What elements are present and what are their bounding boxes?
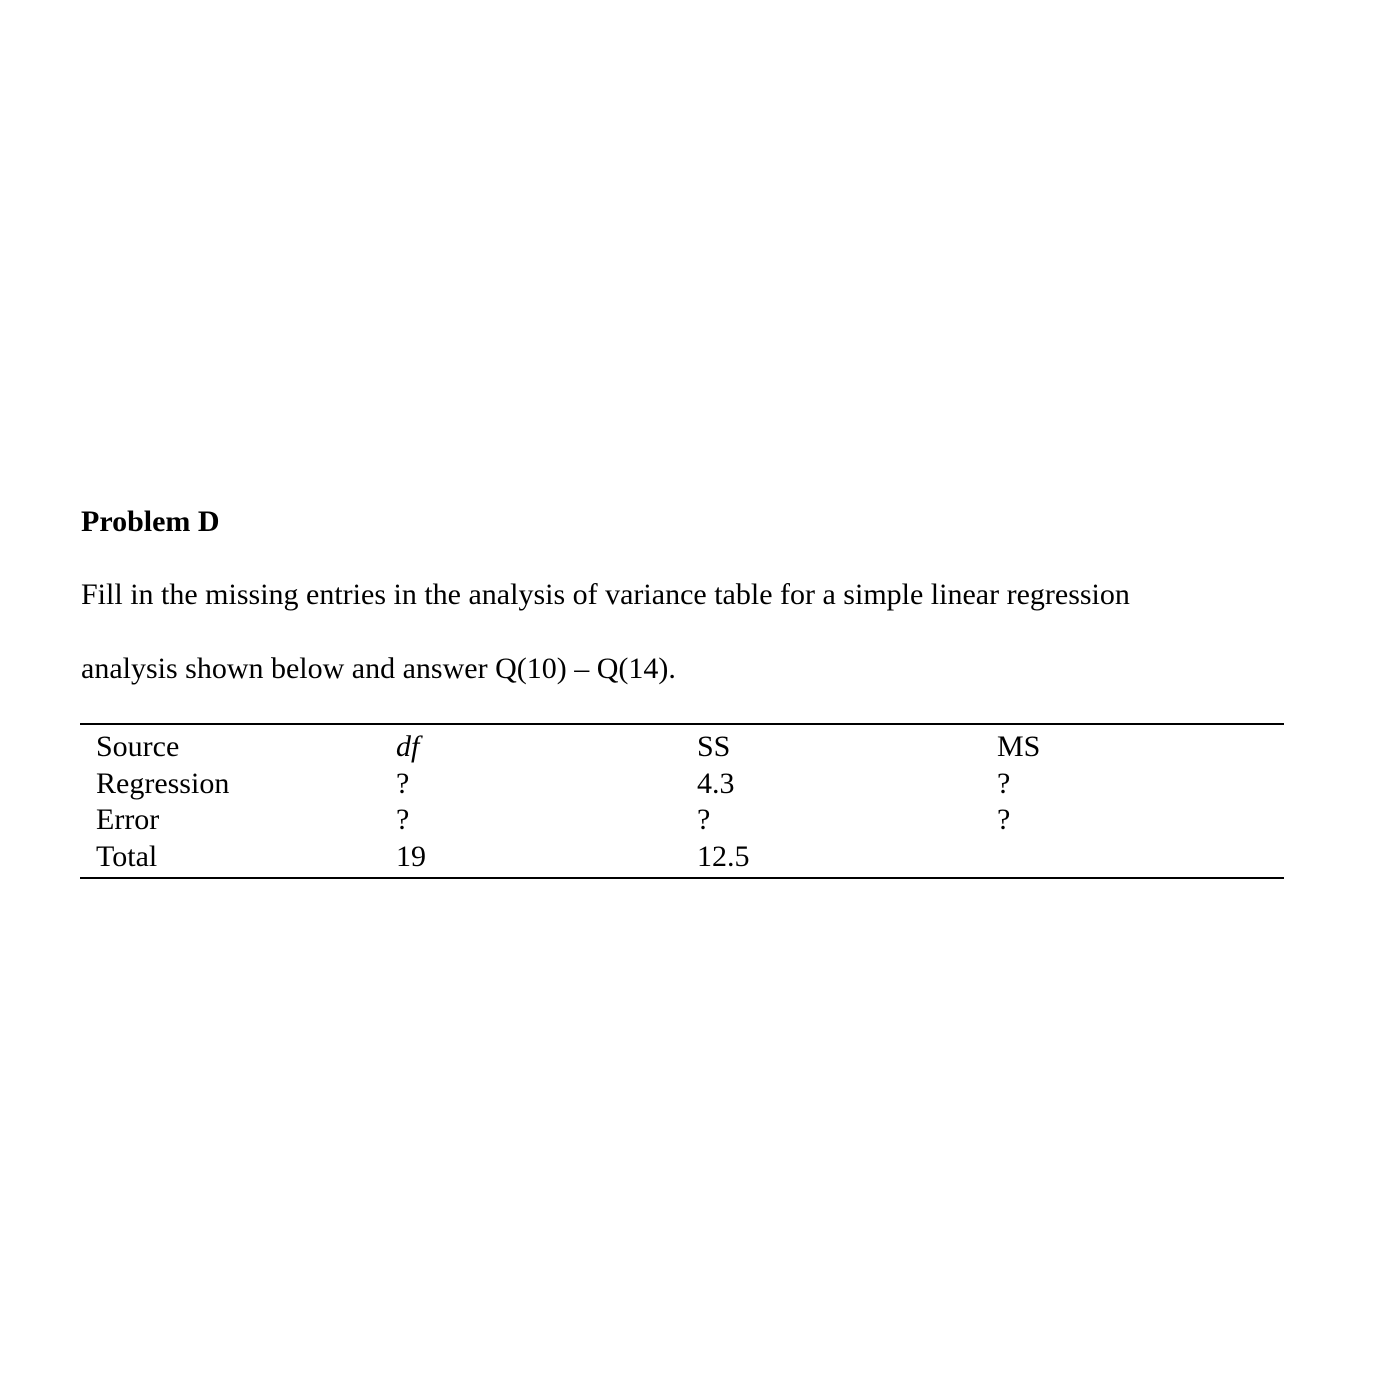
table-row-total <box>80 839 1284 876</box>
cell-df: 19 <box>396 839 426 873</box>
anova-table <box>80 723 1284 879</box>
cell-df: ? <box>396 766 410 800</box>
header-df: df <box>396 730 420 763</box>
cell-source: Error <box>96 803 160 836</box>
problem-title: Problem D <box>81 505 220 538</box>
cell-ss: ? <box>697 803 711 836</box>
cell-ss: 12.5 <box>697 839 750 873</box>
problem-text-line-1: Fill in the missing entries in the analysis of variance table for a simple linear regression <box>81 578 1130 611</box>
cell-source: Regression <box>96 766 230 800</box>
cell-source: Total <box>96 839 158 873</box>
cell-df: ? <box>396 803 410 836</box>
table-row-error <box>80 802 1284 839</box>
cell-ms: ? <box>997 803 1011 836</box>
cell-ms: ? <box>997 766 1011 800</box>
header-ss: SS <box>697 730 731 763</box>
table-row-regression <box>80 766 1284 803</box>
header-source: Source <box>96 730 180 763</box>
header-ms: MS <box>997 730 1041 763</box>
cell-ss: 4.3 <box>697 766 735 800</box>
problem-text-line-2: analysis shown below and answer Q(10) – Q(14). <box>81 652 676 685</box>
table-header-row <box>80 729 1284 766</box>
